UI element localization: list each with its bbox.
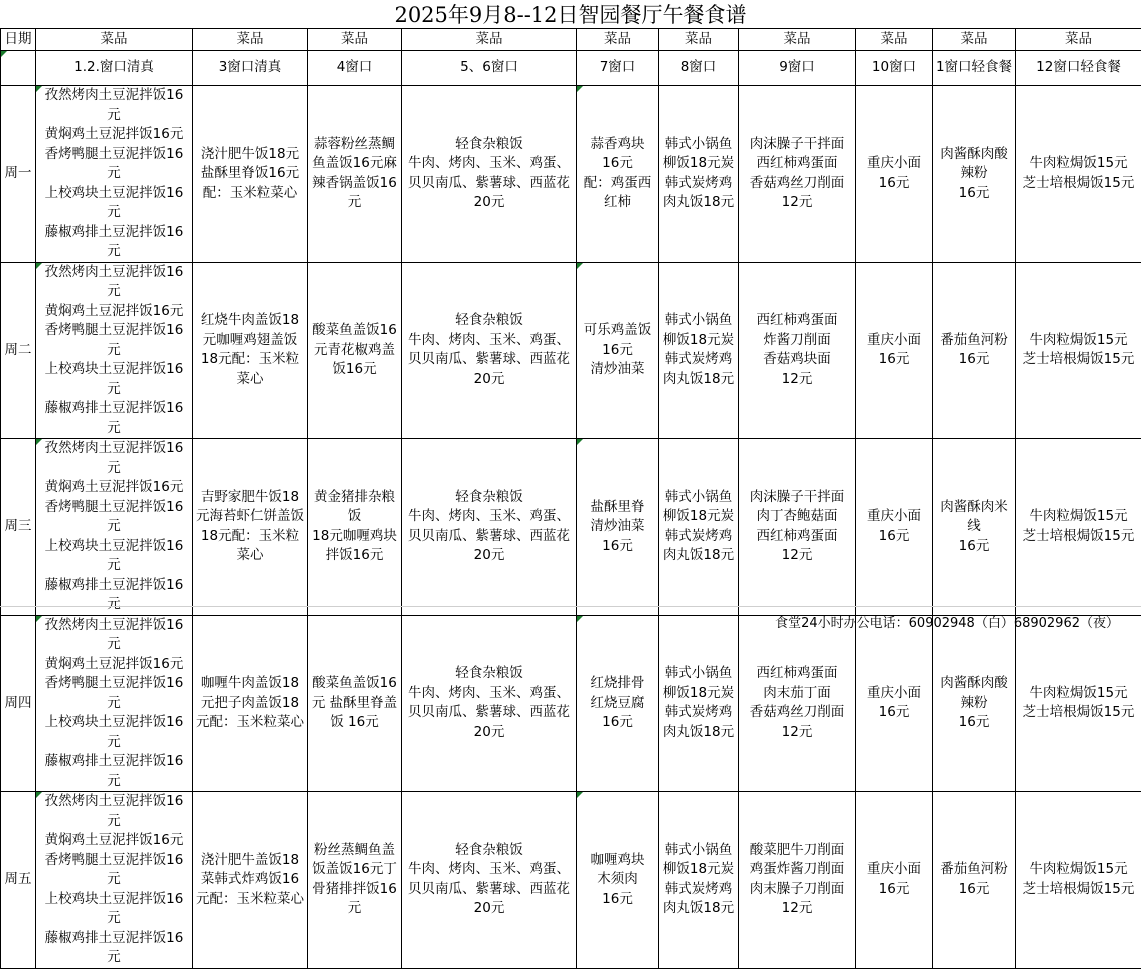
dish-cell: 粉丝蒸鲷鱼盖饭盖饭16元丁骨猪排拌饭16元 — [308, 792, 402, 969]
dish-cell: 盐酥里脊 清炒油菜 16元 — [577, 439, 659, 616]
dish-header: 菜品 — [659, 29, 739, 51]
dish-cell: 肉酱酥肉酸辣粉 16元 — [933, 615, 1016, 792]
dish-cell: 西红柿鸡蛋面 肉末茄丁面 香菇鸡丝刀削面 12元 — [739, 615, 856, 792]
dish-cell: 轻食杂粮饭 牛肉、烤肉、玉米、鸡蛋、贝贝南瓜、紫薯球、西蓝花 20元 — [402, 615, 577, 792]
dish-header: 菜品 — [36, 29, 193, 51]
dish-cell: 酸菜鱼盖饭16元青花椒鸡盖饭16元 — [308, 262, 402, 439]
dish-cell: 可乐鸡盖饭16元 清炒油菜 — [577, 262, 659, 439]
day-row — [1, 439, 1141, 616]
dish-cell: 咖喱鸡块 木须肉 16元 — [577, 792, 659, 969]
day-row — [1, 262, 1141, 439]
dish-cell: 番茄鱼河粉 16元 — [933, 262, 1016, 439]
date-header: 日期 — [1, 29, 36, 51]
day-label: 周三 — [1, 439, 36, 616]
dish-cell: 韩式小锅鱼柳饭18元炭韩式炭烤鸡肉丸饭18元 — [659, 439, 739, 616]
dish-header: 菜品 — [739, 29, 856, 51]
window-label: 8窗口 — [659, 51, 739, 86]
window-label: 5、6窗口 — [402, 51, 577, 86]
dish-cell: 重庆小面 16元 — [856, 792, 933, 969]
dish-cell: 肉酱酥肉酸辣粉 16元 — [933, 86, 1016, 263]
dish-cell: 牛肉粒焗饭15元 芝士培根焗饭15元 — [1016, 792, 1141, 969]
dish-cell: 蒜香鸡块 16元 配：鸡蛋西红柿 — [577, 86, 659, 263]
dish-cell: 咖喱牛肉盖饭18元把子肉盖饭18元配：玉米粒菜心 — [193, 615, 308, 792]
dish-cell: 肉沫臊子干拌面 肉丁杏鲍菇面 西红柿鸡蛋面 12元 — [739, 439, 856, 616]
footer-bar — [0, 606, 1141, 635]
dish-cell: 孜然烤肉土豆泥拌饭16元 黄焖鸡土豆泥拌饭16元 香烤鸭腿土豆泥拌饭16元 上校鸡块土豆泥拌饭16元 藤椒鸡排土豆泥拌饭16元 — [36, 262, 193, 439]
dish-cell: 孜然烤肉土豆泥拌饭16元 黄焖鸡土豆泥拌饭16元 香烤鸭腿土豆泥拌饭16元 上校鸡块土豆泥拌饭16元 藤椒鸡排土豆泥拌饭16元 — [36, 615, 193, 792]
dish-cell: 韩式小锅鱼柳饭18元炭韩式炭烤鸡肉丸饭18元 — [659, 262, 739, 439]
dish-cell: 牛肉粒焗饭15元 芝士培根焗饭15元 — [1016, 439, 1141, 616]
window-row — [1, 51, 1141, 86]
day-label: 周二 — [1, 262, 36, 439]
day-row — [1, 792, 1141, 969]
dish-cell: 孜然烤肉土豆泥拌饭16元 黄焖鸡土豆泥拌饭16元 香烤鸭腿土豆泥拌饭16元 上校鸡块土豆泥拌饭16元 藤椒鸡排土豆泥拌饭16元 — [36, 86, 193, 263]
dish-cell: 西红柿鸡蛋面 炸酱刀削面 香菇鸡块面 12元 — [739, 262, 856, 439]
dish-cell: 吉野家肥牛饭18元海苔虾仁饼盖饭18元配：玉米粒菜心 — [193, 439, 308, 616]
dish-cell: 韩式小锅鱼柳饭18元炭韩式炭烤鸡肉丸饭18元 — [659, 615, 739, 792]
dish-header: 菜品 — [308, 29, 402, 51]
dish-cell: 重庆小面 16元 — [856, 615, 933, 792]
day-label: 周一 — [1, 86, 36, 263]
dish-header: 菜品 — [933, 29, 1016, 51]
dish-cell: 牛肉粒焗饭15元 芝士培根焗饭15元 — [1016, 86, 1141, 263]
window-label: 9窗口 — [739, 51, 856, 86]
window-label: 1窗口轻食餐 — [933, 51, 1016, 86]
window-label: 7窗口 — [577, 51, 659, 86]
dish-header: 菜品 — [856, 29, 933, 51]
dish-cell: 轻食杂粮饭 牛肉、烤肉、玉米、鸡蛋、贝贝南瓜、紫薯球、西蓝花 20元 — [402, 439, 577, 616]
day-label: 周五 — [1, 792, 36, 969]
window-row-blank — [1, 51, 36, 86]
dish-cell: 轻食杂粮饭 牛肉、烤肉、玉米、鸡蛋、贝贝南瓜、紫薯球、西蓝花 20元 — [402, 792, 577, 969]
dish-cell: 浇汁肥牛饭18元盐酥里脊饭16元配：玉米粒菜心 — [193, 86, 308, 263]
dish-cell: 孜然烤肉土豆泥拌饭16元 黄焖鸡土豆泥拌饭16元 香烤鸭腿土豆泥拌饭16元 上校鸡块土豆泥拌饭16元 藤椒鸡排土豆泥拌饭16元 — [36, 439, 193, 616]
dish-cell: 酸菜鱼盖饭16元 盐酥里脊盖饭 16元 — [308, 615, 402, 792]
dish-cell: 肉酱酥肉米线 16元 — [933, 439, 1016, 616]
day-row — [1, 615, 1141, 792]
dish-cell: 肉沫臊子干拌面 西红柿鸡蛋面 香菇鸡丝刀削面 12元 — [739, 86, 856, 263]
day-label: 周四 — [1, 615, 36, 792]
window-label: 4窗口 — [308, 51, 402, 86]
menu-table — [0, 28, 1141, 969]
dish-cell: 蒜蓉粉丝蒸鲷鱼盖饭16元麻辣香锅盖饭16元 — [308, 86, 402, 263]
dish-cell: 番茄鱼河粉 16元 — [933, 792, 1016, 969]
dish-cell: 轻食杂粮饭 牛肉、烤肉、玉米、鸡蛋、贝贝南瓜、紫薯球、西蓝花 20元 — [402, 262, 577, 439]
dish-cell: 牛肉粒焗饭15元 芝士培根焗饭15元 — [1016, 262, 1141, 439]
dish-cell: 黄金猪排杂粮饭 18元咖喱鸡块拌饭16元 — [308, 439, 402, 616]
dish-cell: 红烧牛肉盖饭18元咖喱鸡翅盖饭18元配：玉米粒菜心 — [193, 262, 308, 439]
dish-cell: 轻食杂粮饭 牛肉、烤肉、玉米、鸡蛋、贝贝南瓜、紫薯球、西蓝花 20元 — [402, 86, 577, 263]
window-label: 10窗口 — [856, 51, 933, 86]
dish-header: 菜品 — [402, 29, 577, 51]
header-row — [1, 29, 1141, 51]
dish-header: 菜品 — [1016, 29, 1141, 51]
dish-cell: 重庆小面 16元 — [856, 86, 933, 263]
dish-cell: 重庆小面 16元 — [856, 439, 933, 616]
window-label: 1.2.窗口清真 — [36, 51, 193, 86]
dish-header: 菜品 — [193, 29, 308, 51]
dish-cell: 红烧排骨 红烧豆腐 16元 — [577, 615, 659, 792]
dish-cell: 孜然烤肉土豆泥拌饭16元 黄焖鸡土豆泥拌饭16元 香烤鸭腿土豆泥拌饭16元 上校鸡块土豆泥拌饭16元 藤椒鸡排土豆泥拌饭16元 — [36, 792, 193, 969]
dish-cell: 牛肉粒焗饭15元 芝士培根焗饭15元 — [1016, 615, 1141, 792]
dish-cell: 韩式小锅鱼柳饭18元炭韩式炭烤鸡肉丸饭18元 — [659, 86, 739, 263]
dish-header: 菜品 — [577, 29, 659, 51]
page-title: 2025年9月8--12日智园餐厅午餐食谱 — [0, 0, 1141, 28]
dish-cell: 浇汁肥牛盖饭18菜韩式炸鸡饭16元配：玉米粒菜心 — [193, 792, 308, 969]
office-phone-note: 食堂24小时办公电话：60902948（白）68902962（夜） — [775, 612, 1119, 631]
window-label: 12窗口轻食餐 — [1016, 51, 1141, 86]
dish-cell: 韩式小锅鱼柳饭18元炭韩式炭烤鸡肉丸饭18元 — [659, 792, 739, 969]
window-label: 3窗口清真 — [193, 51, 308, 86]
dish-cell: 重庆小面 16元 — [856, 262, 933, 439]
dish-cell: 酸菜肥牛刀削面 鸡蛋炸酱刀削面 肉末臊子刀削面 12元 — [739, 792, 856, 969]
day-row — [1, 86, 1141, 263]
